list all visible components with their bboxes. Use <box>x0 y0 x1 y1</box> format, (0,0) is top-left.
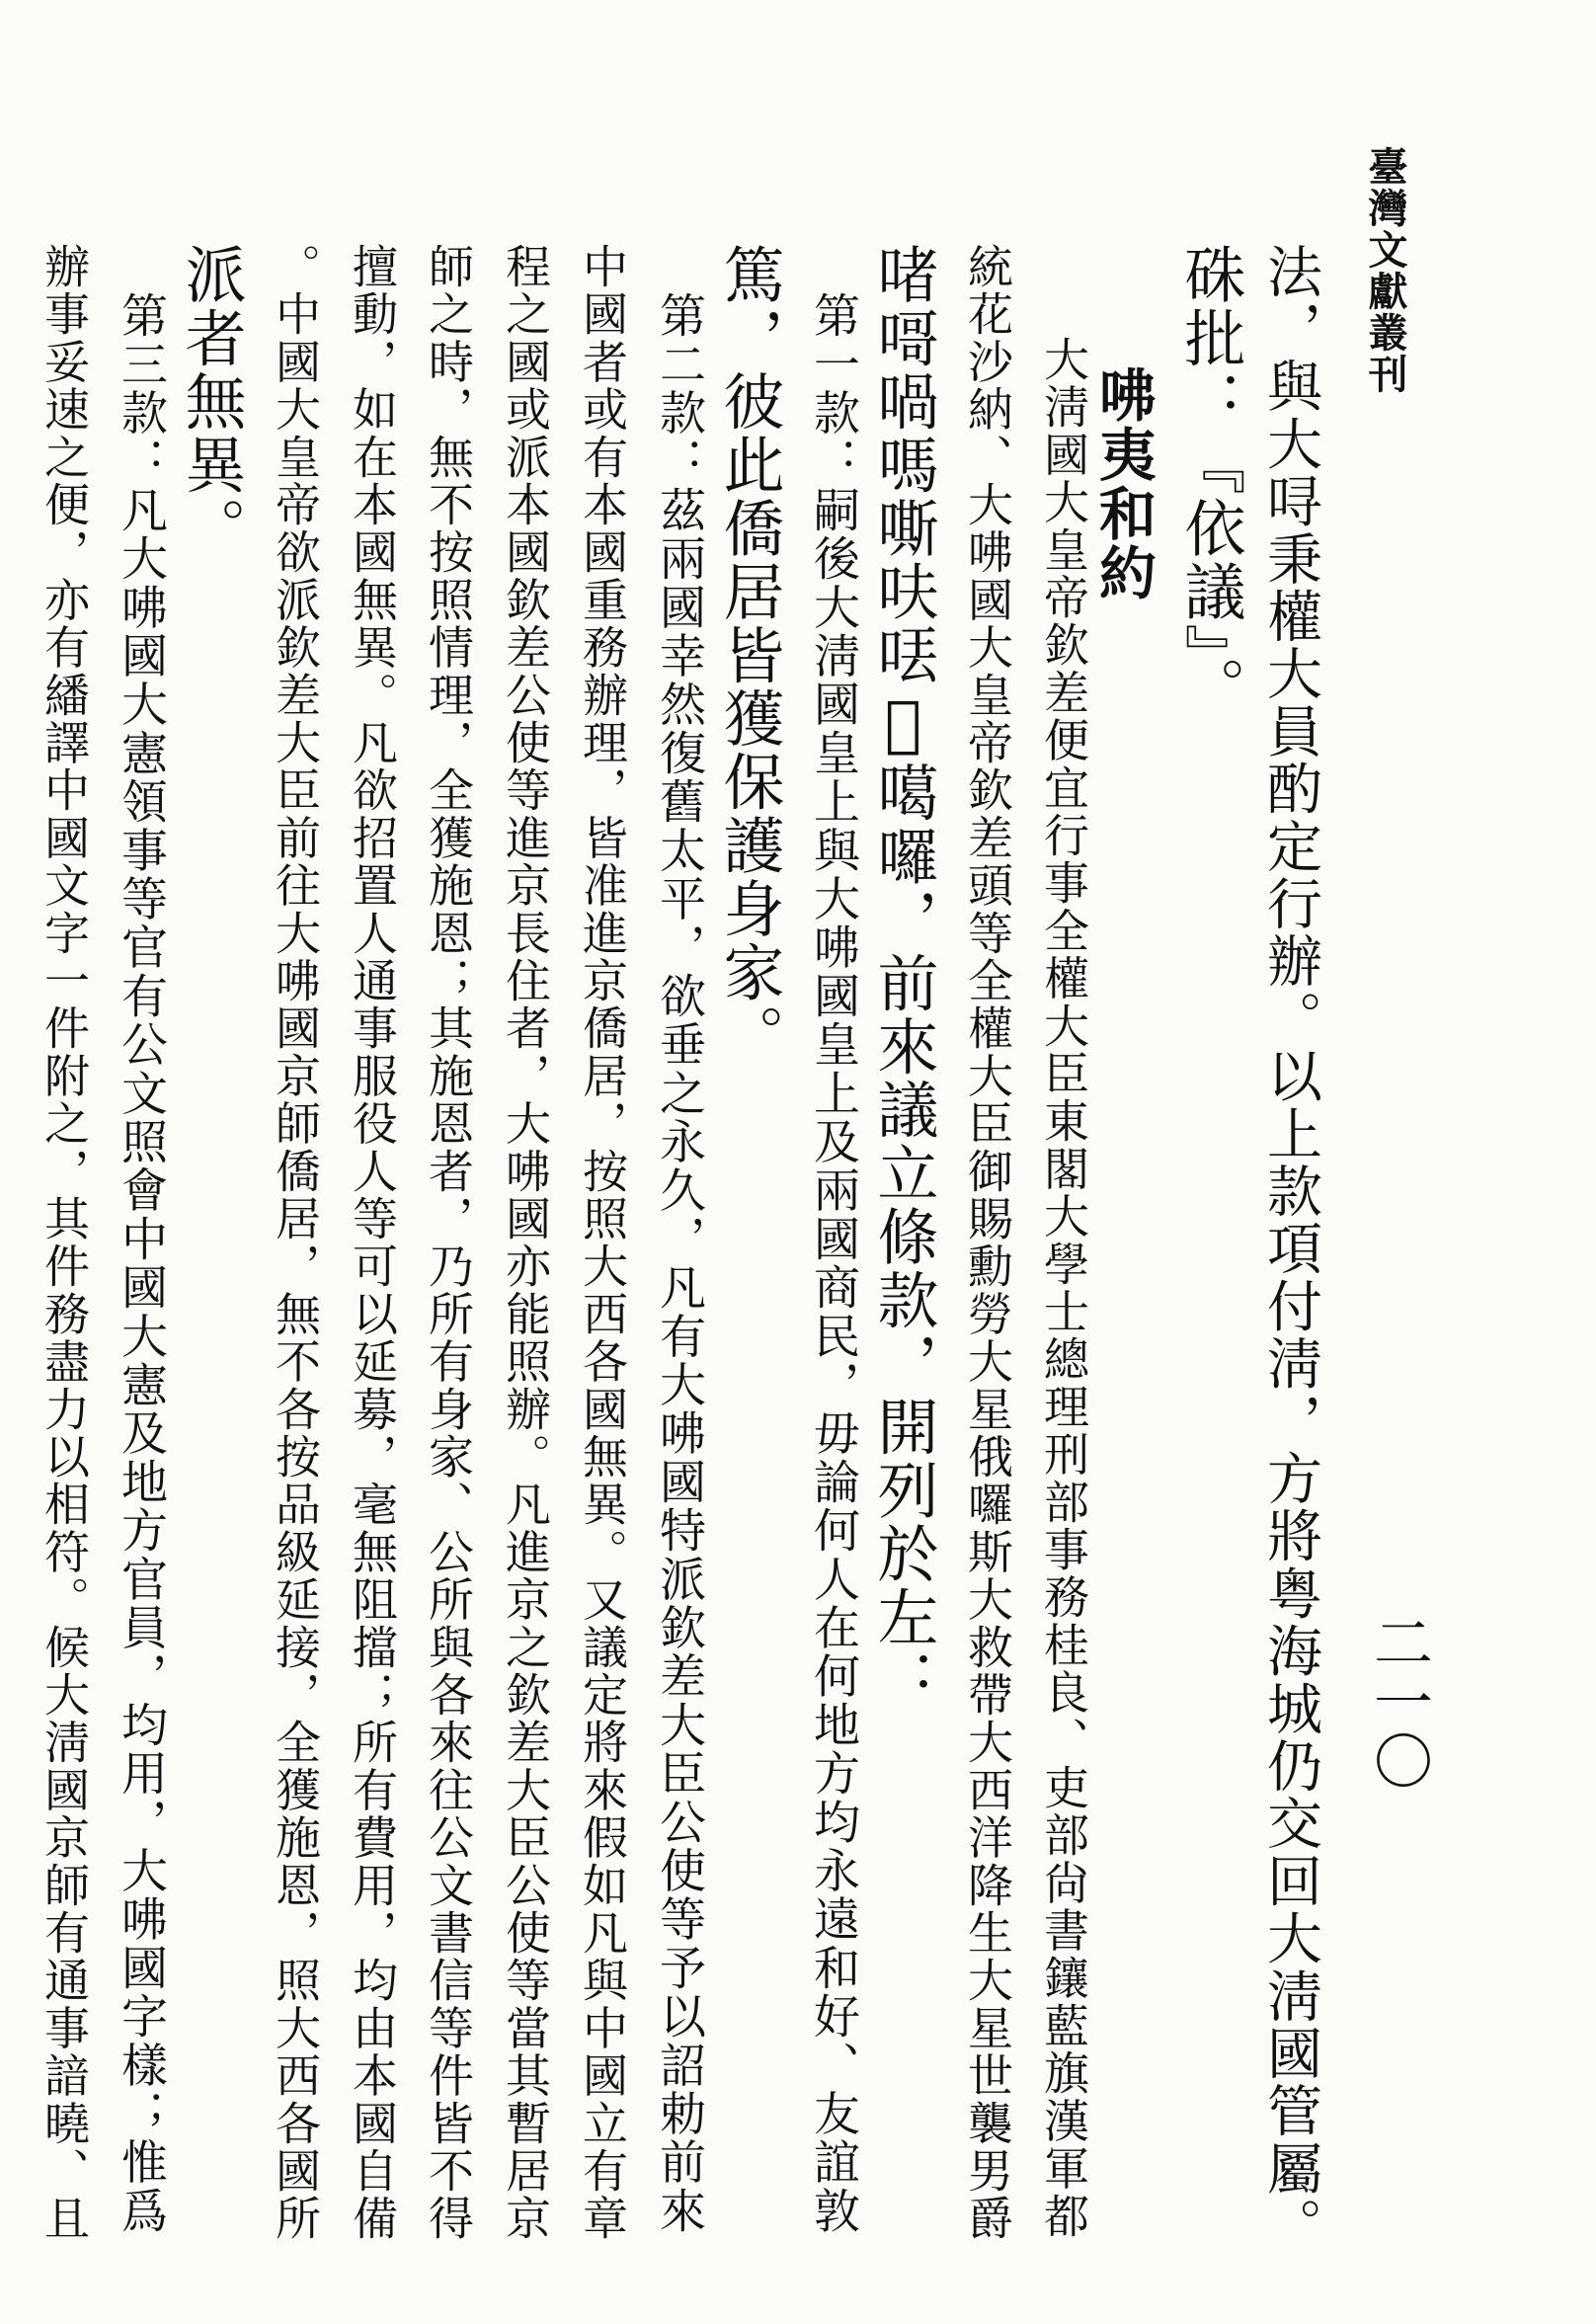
text-column-1: 法，與大㖊秉權大員酌定行辦。以上款項付淸，方將粤海城仍交回大淸國管屬。 <box>1258 243 1322 2255</box>
text-column-8: 篤，彼此僑居皆獲保護身家。 <box>713 243 785 1068</box>
text-column-13: 擅動，如在本國無異。凡欲招置人通事服役人等可以延募，毫無阻擋；所有費用，均由本國自備 <box>346 243 399 2243</box>
text-column-10: 中國者或有本國重務辦理，皆准進京僑居，按照大西各國無異。又議定將來假如凡與中國立有章 <box>576 243 629 2243</box>
text-column-2: 硃批：『依議』。 <box>1174 243 1246 720</box>
text-column-4: 大淸國大皇帝欽差便宜行事全權大臣東閣大學士總理刑部事務桂良、吏部尙書鑲藍旗漢軍都 <box>1037 336 1090 2240</box>
running-header-title: 臺灣文獻叢刊 <box>1362 146 1408 395</box>
page-number: 二一〇 <box>1364 1612 1433 1790</box>
text-column-11: 程之國或派本國欽差公使等進京長住者，大咈國亦能照辦。凡進京之欽差大臣公使等當其暫居京 <box>499 243 552 2243</box>
text-column-7: 第一款：嗣後大淸國皇上與大咈國皇上及兩國商民，毋論何人在何地方均永遠和好、友誼敦 <box>806 243 860 2236</box>
text-column-17: 辦事妥速之便，亦有繙譯中國文字一件附之，其件務盡力以相符。候大淸國京師有通事諳曉、且 <box>38 243 91 2243</box>
text-column-15: 派者無異。 <box>175 243 247 560</box>
section-heading: 咈夷和約 <box>1089 365 1157 602</box>
text-column-9: 第二款：茲兩國幸然復舊太平，欲垂之永久，凡有大咈國特派欽差大臣公使等予以詔勅前來 <box>652 243 706 2236</box>
text-column-5: 統花沙納、大咈國大皇帝欽差頭等全權大臣御賜勳勞大星俄囉斯大救帶大西洋降生大星世襲男爵 <box>961 243 1014 2243</box>
text-column-6: 啫𠹭喎嗎嘶呋𠲍𡁚噶囉，前來議立條款，開列於左： <box>867 243 939 1713</box>
text-column-16: 第三款：凡大咈國大憲領事等官有公文照會中國大憲及地方官員，均用，大咈國字樣；惟爲 <box>114 243 168 2236</box>
text-column-14: 。中國大皇帝欲派欽差大臣前往大咈國京師僑居，無不各按品級延接，全獲施恩，照大西各國所 <box>269 243 322 2243</box>
text-column-12: 師之時，無不按照情理，全獲施恩；其施恩者，乃所有身家、公所與各來往公文書信等件皆不得 <box>422 243 475 2243</box>
